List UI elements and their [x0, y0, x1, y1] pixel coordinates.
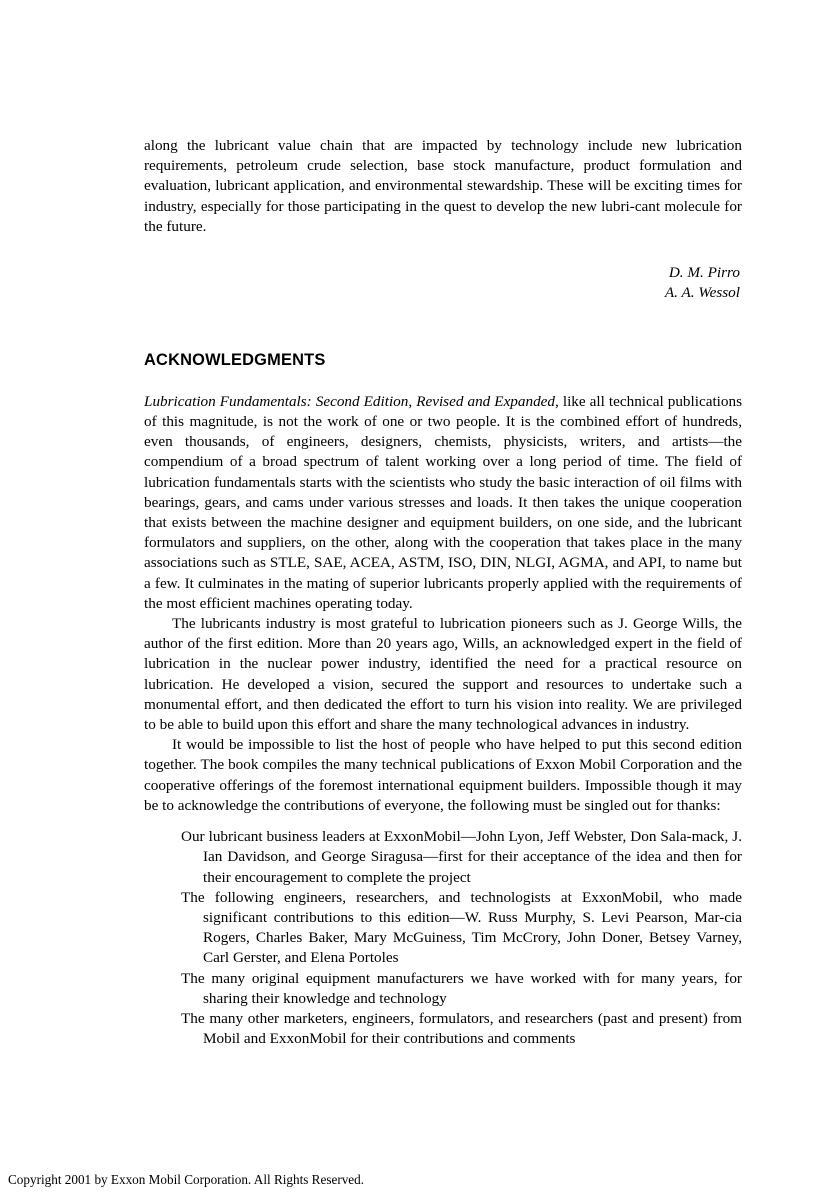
signature-block [144, 263, 742, 304]
page-title: ACKNOWLEDGMENTS [144, 350, 326, 369]
book-title-italic: Lubrication Fundamentals: Second Edition, Revised and Expanded, [144, 392, 559, 410]
list-item: The many original equipment manufacturers we have worked with for many years, for sharing their knowledge and technology [181, 969, 742, 1007]
signature-author-2: A. A. Wessol [664, 284, 740, 302]
paragraph-pioneers: The lubricants industry is most grateful to lubrication pioneers such as J. George Wills, the author of the first edition. More than 20 years ago, Wills, an acknowledged expert in the field of lubrication in the nuclear power industry, identified the need for a practical resource on lubrication. He developed a vision, secured the support and resources to undertake such a monumental effort, and then dedicated the effort to turn his vision into reality. We are privileged to be able to build upon this effort and share the many technological advances in industry. [144, 615, 742, 734]
heading-spacer-bottom [144, 370, 742, 392]
acknowledgment-list [181, 827, 742, 1049]
list-item: The following engineers, researchers, and technologists at ExxonMobil, who made significant contributions to this edition—W. Russ Murphy, S. Levi Pearson, Mar-cia Rogers, Charles Baker, Mary McGuiness, Tim McCrory, John Doner, Betsey Varney, Carl Gerster, and Elena Portoles [181, 888, 742, 967]
opening-paragraph: along the lubricant value chain that are impacted by technology include new lubrication requirements, petroleum crude selection, base stock manufacture, product formulation and evaluation, lubricant application, and environmental stewardship. These will be exciting times for industry, especially for those participating in the quest to develop the new lubri-cant molecule for the future. [144, 137, 742, 235]
paragraph-second-edition: It would be impossible to list the host of people who have helped to put this second edition together. The book compiles the many technical publications of Exxon Mobil Corporation and the cooperative offerings of the foremost international equipment builders. Impossible though it may be to acknowledge the contributions of everyone, the following must be singled out for thanks: [144, 736, 742, 814]
copyright-notice: Copyright 2001 by Exxon Mobil Corporation. All Rights Reserved. [8, 1172, 365, 1187]
paragraph-book-title-rest: like all technical publications of this magnitude, is not the work of one or two people. It is the combined effort of hundreds, even thousands, of engineers, designers, chemists, physicists, writers, and artists—the compendium of a broad spectrum of talent working over a long period of time. The field of lubrication fundamentals starts with the scientists who study the basic interaction of oil films with bearings, gears, and cams under various stresses and loads. It then takes the unique cooperation that exists between the machine designer and equipment builders, on one side, and the lubricant formulators and suppliers, on the other, along with the cooperation that takes place in the many associations such as STLE, SAE, ACEA, ASTM, ISO, DIN, NLGI, AGMA, and API, to name but a few. It culminates in the mating of superior lubricants properly applied with the requirements of the most efficient machines operating today. [144, 392, 742, 612]
paragraph-book-title [144, 392, 742, 614]
page-content [144, 136, 742, 1049]
list-item: The many other marketers, engineers, formulators, and researchers (past and present) from Mobil and ExxonMobil for their contributions and comments [181, 1009, 742, 1048]
heading-spacer-top [144, 304, 742, 350]
list-item: Our lubricant business leaders at ExxonMobil—John Lyon, Jeff Webster, Don Sala-mack, J. Ian Davidson, and George Siragusa—first for their acceptance of the idea and then for their encouragement to complete the project [181, 828, 742, 886]
signature-author-1: D. M. Pirro [668, 264, 740, 282]
